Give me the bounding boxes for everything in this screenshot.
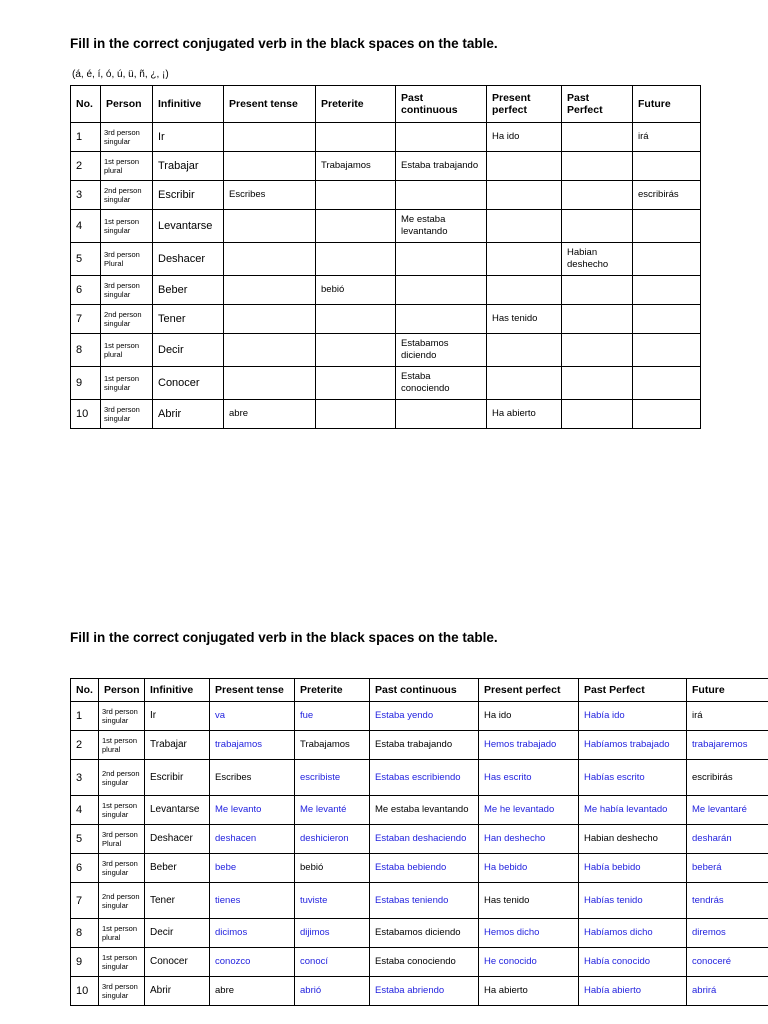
cell-past-continuous[interactable] [396, 181, 487, 210]
cell-past-perfect[interactable] [562, 123, 633, 152]
cell-no: 2 [71, 731, 99, 760]
cell-past-continuous: Estaba trabajando [370, 731, 479, 760]
cell-present-tense: tienes [210, 883, 295, 919]
cell-present-tense: abre [224, 400, 316, 429]
table-row [71, 919, 768, 948]
cell-preterite: bebió [295, 854, 370, 883]
cell-present-tense: dicimos [210, 919, 295, 948]
cell-person: 3rd person singular [99, 977, 145, 1006]
cell-person: 3rd person singular [101, 400, 153, 429]
cell-present-perfect: Ha abierto [479, 977, 579, 1006]
cell-present-tense[interactable] [224, 334, 316, 367]
cell-past-continuous: Estaba yendo [370, 702, 479, 731]
cell-past-continuous[interactable] [396, 305, 487, 334]
cell-past-perfect: Había conocido [579, 948, 687, 977]
cell-infinitive: Trabajar [145, 731, 210, 760]
cell-past-continuous: Estabamos diciendo [396, 334, 487, 367]
cell-person: 2nd person singular [101, 181, 153, 210]
cell-present-tense: trabajamos [210, 731, 295, 760]
cell-no: 3 [71, 760, 99, 796]
cell-person: 3rd person singular [99, 702, 145, 731]
table-row [71, 123, 701, 152]
cell-past-continuous: Estaba trabajando [396, 152, 487, 181]
cell-person: 1st person plural [101, 152, 153, 181]
cell-preterite: tuviste [295, 883, 370, 919]
worksheet-title: Fill in the correct conjugated verb in the black spaces on the table. [70, 36, 498, 51]
cell-present-perfect: Has tenido [479, 883, 579, 919]
cell-no: 9 [71, 948, 99, 977]
cell-present-perfect[interactable] [487, 181, 562, 210]
cell-preterite: abrió [295, 977, 370, 1006]
worksheet-table [70, 85, 701, 429]
cell-past-continuous[interactable] [396, 400, 487, 429]
table-row [71, 854, 768, 883]
table-row [71, 276, 701, 305]
cell-person: 1st person plural [99, 919, 145, 948]
cell-infinitive: Levantarse [153, 210, 224, 243]
cell-infinitive: Trabajar [153, 152, 224, 181]
cell-past-continuous: Estabas escribiendo [370, 760, 479, 796]
cell-past-perfect[interactable] [562, 210, 633, 243]
cell-person: 2nd person singular [99, 883, 145, 919]
cell-future[interactable] [633, 334, 701, 367]
cell-past-perfect: Había ido [579, 702, 687, 731]
cell-past-continuous: Estabamos diciendo [370, 919, 479, 948]
cell-future: Me levantaré [687, 796, 768, 825]
cell-preterite: escribiste [295, 760, 370, 796]
cell-present-perfect: Ha ido [479, 702, 579, 731]
cell-preterite: Trabajamos [295, 731, 370, 760]
cell-past-continuous: Me estaba levantando [396, 210, 487, 243]
cell-person: 1st person singular [101, 210, 153, 243]
cell-present-tense: Escribes [210, 760, 295, 796]
cell-present-perfect: Ha bebido [479, 854, 579, 883]
header-past-perfect: Past Perfect [579, 679, 687, 702]
cell-future[interactable] [633, 243, 701, 276]
header-past-continuous: Past continuous [370, 679, 479, 702]
cell-no: 9 [71, 367, 101, 400]
cell-present-perfect: Has escrito [479, 760, 579, 796]
cell-no: 5 [71, 825, 99, 854]
cell-present-perfect: Hemos trabajado [479, 731, 579, 760]
cell-future: escribirás [633, 181, 701, 210]
cell-future: irá [687, 702, 768, 731]
cell-infinitive: Tener [145, 883, 210, 919]
cell-no: 6 [71, 854, 99, 883]
cell-no: 4 [71, 210, 101, 243]
cell-infinitive: Escribir [153, 181, 224, 210]
cell-preterite: conocí [295, 948, 370, 977]
cell-present-tense[interactable] [224, 243, 316, 276]
cell-person: 2nd person singular [101, 305, 153, 334]
cell-preterite[interactable] [316, 305, 396, 334]
header-infinitive: Infinitive [145, 679, 210, 702]
cell-future[interactable] [633, 305, 701, 334]
cell-past-continuous[interactable] [396, 243, 487, 276]
table-row [71, 305, 701, 334]
cell-no: 4 [71, 796, 99, 825]
cell-infinitive: Conocer [153, 367, 224, 400]
cell-person: 3rd person singular [101, 123, 153, 152]
cell-future: abrirá [687, 977, 768, 1006]
cell-infinitive: Ir [153, 123, 224, 152]
answer-key-title: Fill in the correct conjugated verb in the black spaces on the table. [70, 630, 498, 645]
cell-present-tense: va [210, 702, 295, 731]
cell-past-continuous: Estaba abriendo [370, 977, 479, 1006]
cell-present-perfect: Has tenido [487, 305, 562, 334]
cell-future[interactable] [633, 152, 701, 181]
answer-key-table [70, 678, 768, 1006]
header-row [71, 679, 768, 702]
header-preterite: Preterite [295, 679, 370, 702]
cell-future: tendrás [687, 883, 768, 919]
cell-past-continuous: Estaba conociendo [370, 948, 479, 977]
cell-past-perfect: Habías tenido [579, 883, 687, 919]
cell-past-perfect: Había bebido [579, 854, 687, 883]
cell-past-continuous[interactable] [396, 123, 487, 152]
cell-present-perfect: Ha abierto [487, 400, 562, 429]
cell-present-tense[interactable] [224, 152, 316, 181]
cell-infinitive: Conocer [145, 948, 210, 977]
cell-past-perfect[interactable] [562, 334, 633, 367]
cell-no: 7 [71, 305, 101, 334]
cell-infinitive: Tener [153, 305, 224, 334]
header-past-continuous: Past continuous [396, 86, 487, 123]
cell-no: 6 [71, 276, 101, 305]
cell-infinitive: Levantarse [145, 796, 210, 825]
cell-infinitive: Beber [145, 854, 210, 883]
table-row [71, 334, 701, 367]
cell-infinitive: Beber [153, 276, 224, 305]
cell-past-continuous[interactable] [396, 276, 487, 305]
cell-person: 3rd person Plural [101, 243, 153, 276]
header-present-perfect: Present perfect [479, 679, 579, 702]
cell-present-perfect[interactable] [487, 334, 562, 367]
cell-future[interactable] [633, 367, 701, 400]
header-preterite: Preterite [316, 86, 396, 123]
cell-person: 1st person singular [99, 796, 145, 825]
cell-past-continuous: Me estaba levantando [370, 796, 479, 825]
cell-preterite: Me levanté [295, 796, 370, 825]
cell-past-perfect: Habian deshecho [562, 243, 633, 276]
cell-preterite[interactable] [316, 367, 396, 400]
cell-present-perfect: Ha ido [487, 123, 562, 152]
cell-no: 3 [71, 181, 101, 210]
cell-past-continuous: Estaban deshaciendo [370, 825, 479, 854]
cell-past-perfect[interactable] [562, 181, 633, 210]
header-row [71, 86, 701, 123]
cell-preterite: Trabajamos [316, 152, 396, 181]
cell-present-tense[interactable] [224, 305, 316, 334]
cell-present-perfect: Han deshecho [479, 825, 579, 854]
cell-future: conoceré [687, 948, 768, 977]
table-row [71, 702, 768, 731]
cell-no: 1 [71, 702, 99, 731]
header-future: Future [687, 679, 768, 702]
cell-future: diremos [687, 919, 768, 948]
cell-future[interactable] [633, 210, 701, 243]
cell-future: desharán [687, 825, 768, 854]
cell-present-perfect[interactable] [487, 152, 562, 181]
cell-future: escribirás [687, 760, 768, 796]
cell-present-perfect[interactable] [487, 276, 562, 305]
header-past-perfect: Past Perfect [562, 86, 633, 123]
cell-infinitive: Deshacer [153, 243, 224, 276]
cell-present-tense[interactable] [224, 123, 316, 152]
cell-person: 1st person plural [99, 731, 145, 760]
cell-present-perfect: Hemos dicho [479, 919, 579, 948]
cell-present-perfect[interactable] [487, 243, 562, 276]
table-row [71, 152, 701, 181]
cell-present-tense: Escribes [224, 181, 316, 210]
table-row [71, 181, 701, 210]
cell-person: 3rd person Plural [99, 825, 145, 854]
cell-present-perfect[interactable] [487, 367, 562, 400]
cell-future[interactable] [633, 276, 701, 305]
cell-preterite[interactable] [316, 334, 396, 367]
cell-person: 3rd person singular [99, 854, 145, 883]
cell-present-perfect: He conocido [479, 948, 579, 977]
cell-infinitive: Deshacer [145, 825, 210, 854]
cell-preterite: dijimos [295, 919, 370, 948]
cell-future: beberá [687, 854, 768, 883]
cell-person: 2nd person singular [99, 760, 145, 796]
cell-present-perfect: Me he levantado [479, 796, 579, 825]
cell-past-continuous: Estaba conociendo [396, 367, 487, 400]
header-no: No. [71, 679, 99, 702]
cell-present-tense: abre [210, 977, 295, 1006]
cell-preterite[interactable] [316, 123, 396, 152]
cell-past-perfect: Había abierto [579, 977, 687, 1006]
cell-future[interactable] [633, 400, 701, 429]
cell-present-perfect[interactable] [487, 210, 562, 243]
table-row [71, 948, 768, 977]
cell-no: 1 [71, 123, 101, 152]
cell-infinitive: Decir [145, 919, 210, 948]
header-person: Person [99, 679, 145, 702]
cell-present-tense: conozco [210, 948, 295, 977]
table-row [71, 731, 768, 760]
cell-person: 1st person singular [99, 948, 145, 977]
table-row [71, 825, 768, 854]
cell-infinitive: Ir [145, 702, 210, 731]
cell-preterite[interactable] [316, 400, 396, 429]
cell-no: 8 [71, 334, 101, 367]
cell-infinitive: Decir [153, 334, 224, 367]
cell-past-perfect: Habíamos trabajado [579, 731, 687, 760]
table-row [71, 210, 701, 243]
cell-past-perfect: Habian deshecho [579, 825, 687, 854]
cell-present-tense[interactable] [224, 276, 316, 305]
header-present-tense: Present tense [210, 679, 295, 702]
cell-infinitive: Abrir [153, 400, 224, 429]
cell-preterite: bebió [316, 276, 396, 305]
cell-past-perfect[interactable] [562, 276, 633, 305]
cell-preterite[interactable] [316, 243, 396, 276]
cell-present-tense: Me levanto [210, 796, 295, 825]
cell-present-tense[interactable] [224, 367, 316, 400]
cell-past-perfect[interactable] [562, 400, 633, 429]
table-row [71, 760, 768, 796]
cell-past-perfect: Habíamos dicho [579, 919, 687, 948]
cell-person: 1st person plural [101, 334, 153, 367]
cell-future: irá [633, 123, 701, 152]
header-person: Person [101, 86, 153, 123]
cell-infinitive: Abrir [145, 977, 210, 1006]
header-infinitive: Infinitive [153, 86, 224, 123]
cell-past-perfect: Habías escrito [579, 760, 687, 796]
cell-preterite[interactable] [316, 181, 396, 210]
cell-present-tense: bebe [210, 854, 295, 883]
table-row [71, 400, 701, 429]
cell-past-perfect[interactable] [562, 367, 633, 400]
cell-no: 5 [71, 243, 101, 276]
cell-past-perfect: Me había levantado [579, 796, 687, 825]
cell-past-perfect[interactable] [562, 305, 633, 334]
header-no: No. [71, 86, 101, 123]
cell-no: 10 [71, 977, 99, 1006]
header-present-perfect: Present perfect [487, 86, 562, 123]
table-row [71, 243, 701, 276]
table-row [71, 367, 701, 400]
cell-past-continuous: Estaba bebiendo [370, 854, 479, 883]
cell-no: 10 [71, 400, 101, 429]
cell-future: trabajaremos [687, 731, 768, 760]
cell-no: 8 [71, 919, 99, 948]
cell-infinitive: Escribir [145, 760, 210, 796]
cell-preterite: fue [295, 702, 370, 731]
header-present-tense: Present tense [224, 86, 316, 123]
table-row [71, 796, 768, 825]
cell-no: 7 [71, 883, 99, 919]
cell-person: 3rd person singular [101, 276, 153, 305]
table-row [71, 977, 768, 1006]
cell-past-continuous: Estabas teniendo [370, 883, 479, 919]
cell-preterite: deshicieron [295, 825, 370, 854]
header-future: Future [633, 86, 701, 123]
cell-past-perfect[interactable] [562, 152, 633, 181]
table-row [71, 883, 768, 919]
cell-no: 2 [71, 152, 101, 181]
cell-preterite[interactable] [316, 210, 396, 243]
cell-person: 1st person singular [101, 367, 153, 400]
cell-present-tense[interactable] [224, 210, 316, 243]
accent-hint: (á, é, í, ó, ú, ü, ñ, ¿, ¡) [72, 69, 169, 80]
cell-present-tense: deshacen [210, 825, 295, 854]
